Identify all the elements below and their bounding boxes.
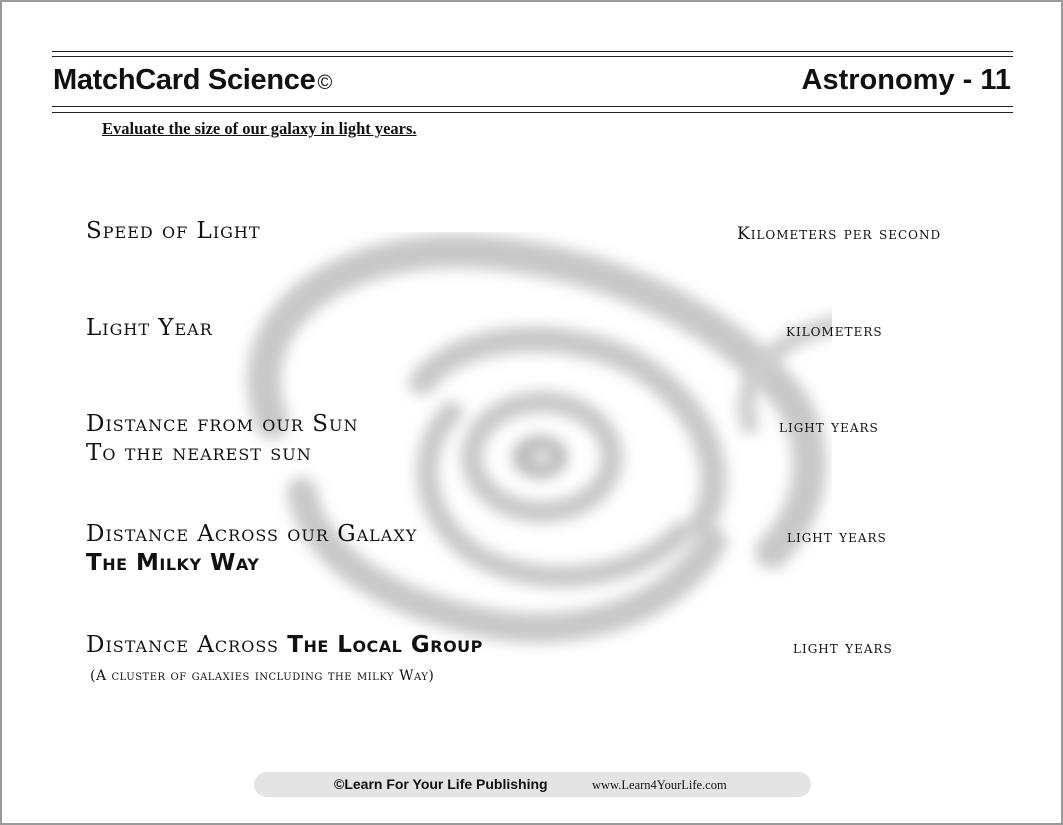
footer-url: www.Learn4YourLife.com: [592, 778, 727, 792]
brand-title: [53, 64, 332, 97]
footer-bar: [254, 772, 811, 797]
term-distance-to-nearest-sun: Distance from our Sun: [86, 411, 359, 437]
unit-title: Astronomy - 11: [801, 64, 1011, 96]
brand-name: MatchCard Science: [53, 64, 316, 96]
header-rule-bottom: [52, 106, 1013, 107]
term-distance-across-local-group: [86, 632, 483, 658]
unit-light-years: light years: [779, 417, 879, 437]
copyright-mark: ©: [317, 72, 332, 94]
local-group-label: The Local Group: [287, 632, 483, 658]
header-rule-top: [52, 51, 1013, 52]
unit-light-years: light years: [787, 527, 887, 547]
header-rule-top-inner: [52, 56, 1013, 57]
instruction-text: Evaluate the size of our galaxy in light years.: [102, 119, 417, 138]
local-group-note: (A cluster of galaxies including the milky Way): [90, 668, 435, 684]
footer-publisher: ©Learn For Your Life Publishing: [334, 776, 548, 792]
term-speed-of-light: Speed of Light: [86, 218, 261, 244]
milky-way-label: The Milky Way: [86, 550, 260, 576]
local-group-prefix: Distance Across: [86, 632, 288, 658]
header-rule-bottom-inner: [52, 112, 1013, 113]
term-distance-to-nearest-sun-line2: To the nearest sun: [86, 440, 312, 466]
unit-light-years: light years: [793, 638, 893, 658]
term-milky-way: [86, 550, 259, 576]
term-light-year: Light Year: [86, 315, 213, 341]
term-distance-across-galaxy: Distance Across our Galaxy: [86, 521, 418, 547]
unit-kilometers-per-second: Kilometers per second: [737, 224, 942, 244]
unit-kilometers: kilometers: [786, 321, 883, 341]
